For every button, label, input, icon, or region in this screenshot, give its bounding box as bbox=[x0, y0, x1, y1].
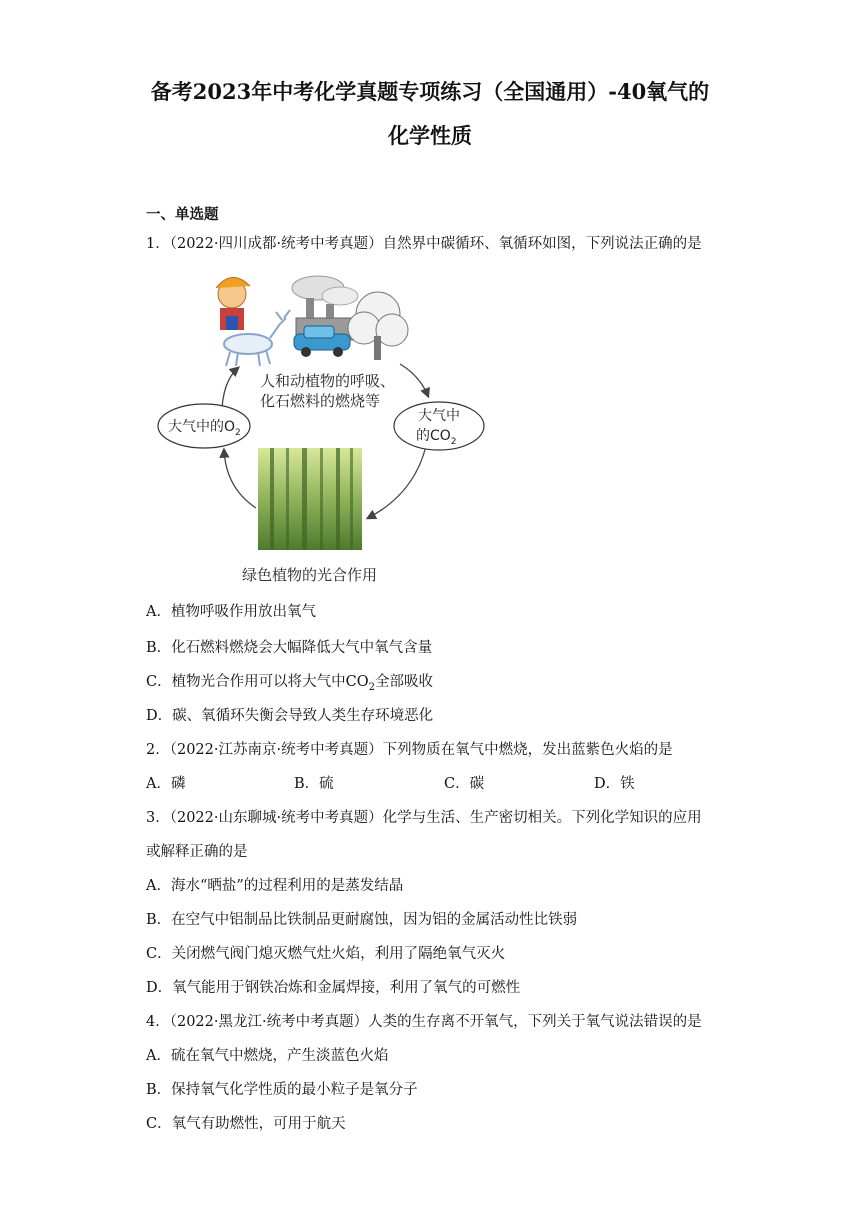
q3-option-d: D．氧气能用于钢铁冶炼和金属焊接，利用了氧气的可燃性 bbox=[146, 980, 521, 996]
q2-option-d: D．铁 bbox=[594, 776, 635, 792]
co2-node-label-line-2: 的$CO_2$ bbox=[416, 428, 457, 447]
q2-option-b: B．硫 bbox=[294, 776, 334, 792]
carbon-oxygen-cycle-diagram bbox=[146, 268, 496, 588]
doc-title-line-1: 备考2023年中考化学真题专项练习（全国通用）-40氧气的 bbox=[150, 79, 710, 104]
tree-icon bbox=[348, 292, 408, 360]
q3-option-a: A．海水“晒盐”的过程利用的是蒸发结晶 bbox=[146, 878, 404, 894]
q1-option-a: A．植物呼吸作用放出氧气 bbox=[146, 604, 316, 620]
respiration-label-line-1: 人和动植物的呼吸、 bbox=[260, 372, 396, 390]
respiration-label-line-2: 化石燃料的燃烧等 bbox=[260, 392, 381, 410]
q3-stem-line-2: 或解释正确的是 bbox=[146, 844, 248, 860]
q3-option-b: B．在空气中铝制品比铁制品更耐腐蚀，因为铝的金属活动性比铁弱 bbox=[146, 912, 578, 928]
o2-node-label: 大气中的$O_2$ bbox=[168, 419, 241, 438]
q3-option-c: C．关闭燃气阀门熄灭燃气灶火焰，利用了隔绝氧气灭火 bbox=[146, 946, 506, 962]
arrow-to-plants bbox=[368, 446, 426, 518]
co2-node-label-line-1: 大气中 bbox=[418, 408, 460, 424]
q1-option-b: B．化石燃料燃烧会大幅降低大气中氧气含量 bbox=[146, 640, 433, 656]
q1-stem: 1．（2022·四川成都·统考中考真题）自然界中碳循环、氧循环如图，下列说法正确的是 bbox=[146, 236, 702, 252]
q4-stem: 4．（2022·黑龙江·统考中考真题）人类的生存离不开氧气，下列关于氧气说法错误的是 bbox=[146, 1014, 702, 1030]
q2-stem: 2．（2022·江苏南京·统考中考真题）下列物质在氧气中燃烧，发出蓝紫色火焰的是 bbox=[146, 742, 673, 758]
q1-option-c: C．植物光合作用可以将大气中$CO_2$全部吸收 bbox=[146, 674, 433, 693]
q4-option-c: C．氧气有助燃性，可用于航天 bbox=[146, 1116, 346, 1132]
q3-stem-line-1: 3．（2022·山东聊城·统考中考真题）化学与生活、生产密切相关。下列化学知识的应用 bbox=[146, 810, 702, 826]
doc-title-line-2: 化学性质 bbox=[388, 123, 472, 148]
section-heading: 一、单选题 bbox=[146, 206, 219, 223]
person-icon bbox=[216, 277, 250, 330]
q2-option-a: A．磷 bbox=[146, 776, 186, 792]
q4-option-b: B．保持氧气化学性质的最小粒子是氧分子 bbox=[146, 1082, 418, 1098]
arrow-to-animals bbox=[222, 368, 238, 408]
q1-option-d: D．碳、氧循环失衡会导致人类生存环境恶化 bbox=[146, 708, 434, 724]
q4-option-a: A．硫在氧气中燃烧，产生淡蓝色火焰 bbox=[146, 1048, 389, 1064]
arrow-to-co2 bbox=[400, 364, 428, 396]
forest-photo bbox=[258, 448, 362, 550]
photosynthesis-label: 绿色植物的光合作用 bbox=[242, 566, 378, 584]
arrow-to-o2 bbox=[224, 450, 256, 508]
q2-option-c: C．碳 bbox=[444, 776, 485, 792]
